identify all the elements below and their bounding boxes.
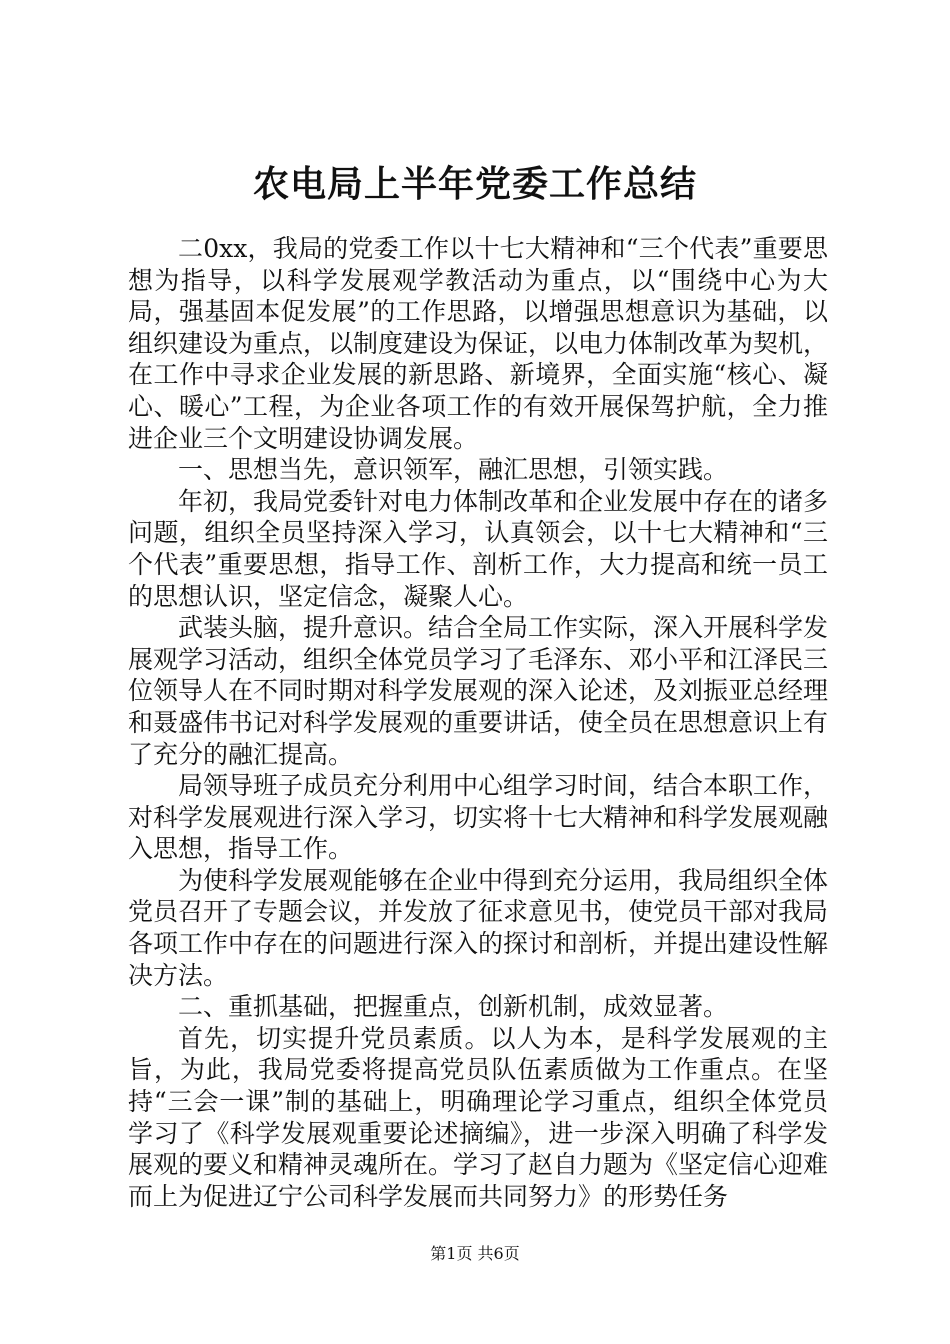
section-heading-1: 一、思想当先，意识领军，融汇思想，引领实践。 [178, 455, 729, 485]
paragraph: 武装头脑，提升意识。结合全局工作实际，深入开展科学发展观学习活动，组织全体党员学习了毛泽东、邓小平和江泽民三位领导人在不同时期对科学发展观的深入论述，及刘振亚总经理和聂盛伟书记对科学发展观的重要讲话，使全员在思想意识上有了充分的融汇提高。 [128, 613, 829, 769]
paragraph: 局领导班子成员充分利用中心组学习时间，结合本职工作，对科学发展观进行深入学习，切实将十七大精神和科学发展观融入思想，指导工作。 [128, 771, 829, 864]
document-body [128, 233, 828, 1212]
page-footer: 第1页 共6页 [430, 1244, 520, 1263]
paragraph: 首先，切实提升党员素质。以人为本，是科学发展观的主旨，为此，我局党委将提高党员队伍素质做为工作重点。在坚持“三会一课”制的基础上，明确理论学习重点，组织全体党员学习了《科学发展观重要论述摘编》，进一步深入明确了科学发展观的要义和精神灵魂所在。学习了赵自力题为《坚定信心迎难而上为促进辽宁公司科学发展而共同努力》的形势任务 [128, 1023, 829, 1211]
document-title: 农电局上半年党委工作总结 [252, 163, 697, 205]
section-heading-2: 二、重抓基础，把握重点，创新机制，成效显著。 [178, 992, 729, 1022]
paragraph: 为使科学发展观能够在企业中得到充分运用，我局组织全体党员召开了专题会议，并发放了征求意见书，使党员干部对我局各项工作中存在的问题进行深入的探讨和剖析，并提出建设性解决方法。 [128, 865, 829, 990]
paragraph: 年初，我局党委针对电力体制改革和企业发展中存在的诸多问题，组织全员坚持深入学习，认真领会，以十七大精神和“三个代表”重要思想，指导工作、剖析工作，大力提高和统一员工的思想认识，坚定信念，凝聚人心。 [128, 486, 829, 611]
paragraph-intro: 二0xx，我局的党委工作以十七大精神和“三个代表”重要思想为指导，以科学发展观学教活动为重点，以“围绕中心为大局，强基固本促发展”的工作思路，以增强思想意识为基础，以组织建设为重点，以制度建设为保证，以电力体制改革为契机，在工作中寻求企业发展的新思路、新境界，全面实施“核心、凝心、暖心”工程，为企业各项工作的有效开展保驾护航，全力推进企业三个文明建设协调发展。 [128, 234, 829, 453]
